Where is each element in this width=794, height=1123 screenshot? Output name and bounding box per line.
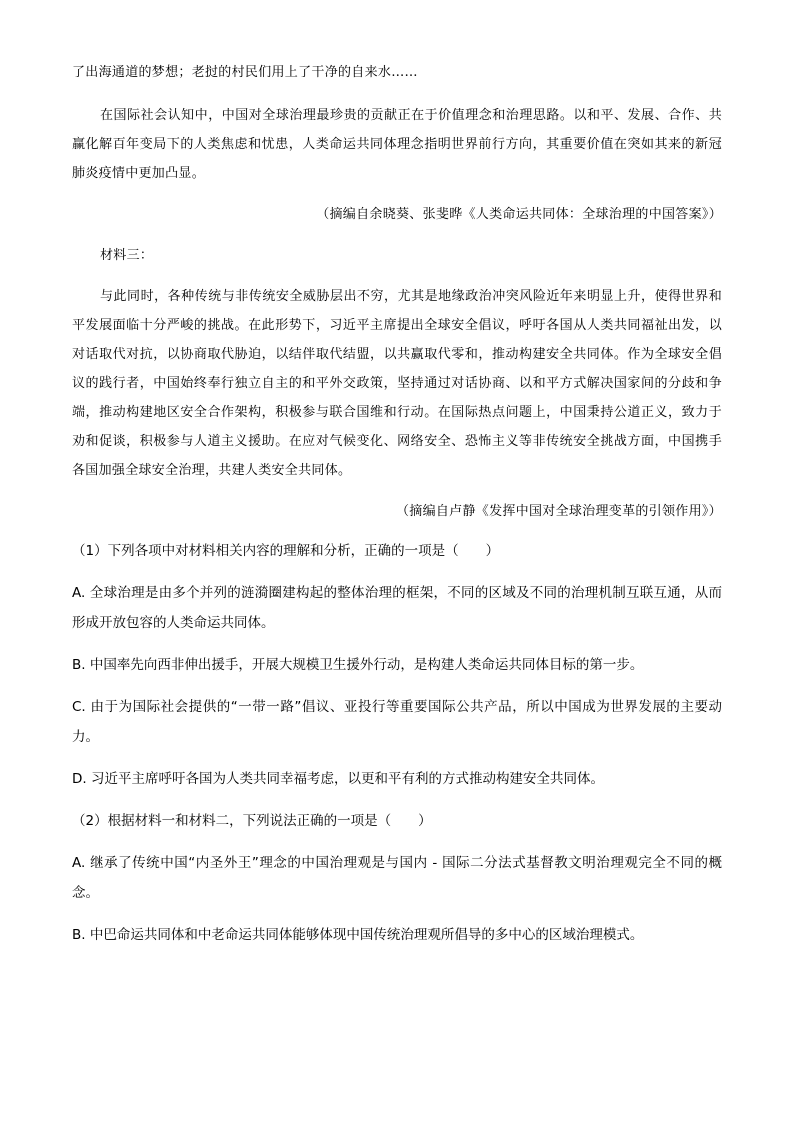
question-1-option-a: A. 全球治理是由多个并列的涟漪圈建构起的整体治理的框架，不同的区域及不同的治理机制互联互通，从而形成开放包容的人类命运共同体。 — [72, 585, 722, 631]
question-2-option-a: A. 继承了传统中国“内圣外王”理念的中国治理观是与国内 - 国际二分法式基督教文明治理观完全不同的概念。 — [72, 855, 722, 901]
question-1-option-d: D. 习近平主席呼吁各国为人类共同幸福考虑，以更和平有利的方式推动构建安全共同体。 — [72, 771, 604, 787]
material2-paragraph: 在国际社会认知中，中国对全球治理最珍贵的贡献正在于价值理念和治理思路。以和平、发展、合作、共赢化解百年变局下的人类焦虑和忧患，人类命运共同体理念指明世界前行方向，其重要价值在突如其来的新冠肺炎疫情中更加凸显。 — [72, 108, 722, 181]
material3-label: 材料三： — [100, 248, 154, 263]
question-2-option-b: B. 中巴命运共同体和中老命运共同体能够体现中国传统治理观所倡导的多中心的区域治理模式。 — [72, 927, 644, 943]
question-1-option-c: C. 由于为国际社会提供的“一带一路”倡议、亚投行等重要国际公共产品，所以中国成为世界发展的主要动力。 — [72, 699, 722, 745]
document-page — [72, 58, 722, 950]
material2-source: （摘编自余晓葵、张斐晔《人类命运共同体：全球治理的中国答案》） — [316, 207, 722, 222]
material3-paragraph: 与此同时，各种传统与非传统安全威胁层出不穷，尤其是地缘政治冲突风险近年来明显上升，使得世界和平发展面临十分严峻的挑战。在此形势下，习近平主席提出全球安全倡议，呼吁各国从人类共同福祉出发，以对话取代对抗，以协商取代胁迫，以结伴取代结盟，以共赢取代零和，推动构建安全共同体。作为全球安全倡议的践行者，中国始终奉行独立自主的和平外交政策，坚持通过对话协商、以和平方式解决国家间的分歧和争端，推动构建地区安全合作架构，积极参与联合国维和行动。在国际热点问题上，中国秉持公道正义，致力于劝和促谈，积极参与人道主义援助。在应对气候变化、网络安全、恐怖主义等非传统安全挑战方面，中国携手各国加强全球安全治理，共建人类安全共同体。 — [72, 289, 722, 478]
question-2-stem: （2）根据材料一和材料二，下列说法正确的一项是（ ） — [72, 813, 432, 829]
question-1-stem: （1）下列各项中对材料相关内容的理解和分析，正确的一项是（ ） — [72, 543, 500, 559]
question-1-option-b: B. 中国率先向西非伸出援手，开展大规模卫生援外行动，是构建人类命运共同体目标的第一步。 — [72, 657, 644, 673]
material3-source: （摘编自卢静《发挥中国对全球治理变革的引领作用》） — [395, 504, 722, 519]
material2-tail: 了出海通道的梦想；老挝的村民们用上了干净的自来水…… — [72, 65, 418, 80]
